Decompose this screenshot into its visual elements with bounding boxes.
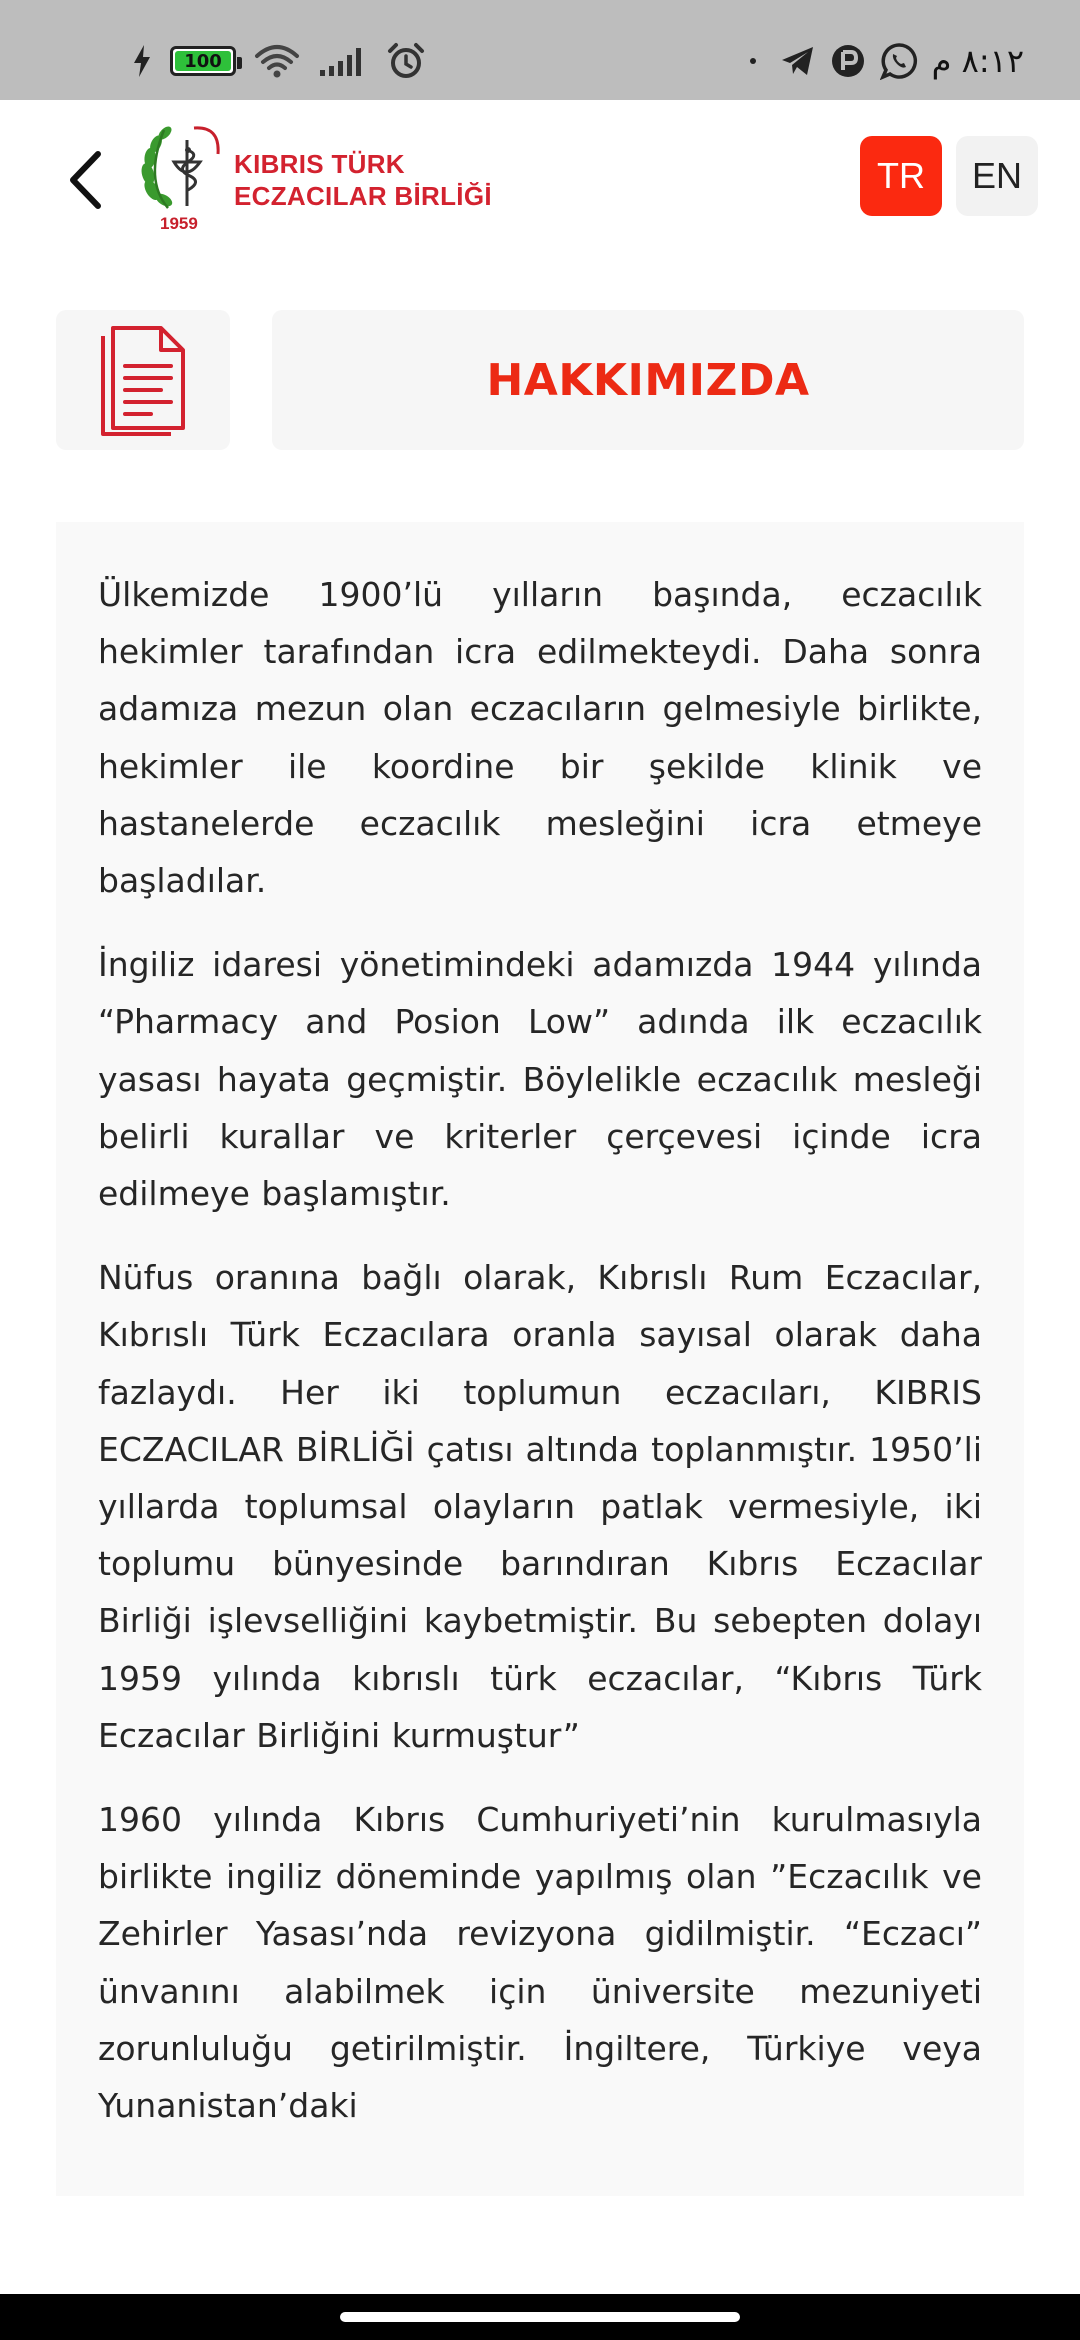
charging-icon bbox=[132, 44, 152, 78]
status-icons-right bbox=[750, 36, 1024, 86]
chevron-left-icon bbox=[65, 150, 105, 210]
back-button[interactable] bbox=[60, 146, 110, 214]
dot-icon bbox=[750, 58, 756, 64]
paragraph-1: Ülkemizde 1900’lü yılların başında, eczacılık hekimler tarafından icra edilmekteydi. Daha sonra adamıza mezun olan eczacıların gelmesiyle birlikte, hekimler ile koordine bir şekilde klinik ve hastanelerde eczacılık mesleğini icra etmeye başladılar. bbox=[98, 575, 982, 901]
home-indicator[interactable] bbox=[340, 2312, 740, 2322]
paragraph-4: 1960 yılında Kıbrıs Cumhuriyeti’nin kurulmasıyla birlikte ingiliz döneminde yapılmış olan ”Eczacılık ve Zehirler Yasası’nda revizyona gidilmiştir. “Eczacı” ünvanını alabilmek için üniversite mezuniyeti zorunluluğu getirilmiştir. İngiltere, Türkiye veya Yunanistan’daki bbox=[98, 1800, 982, 2126]
status-icons-left bbox=[132, 36, 426, 86]
document-icon bbox=[95, 322, 191, 438]
app-icon bbox=[830, 43, 866, 79]
logo-text bbox=[234, 148, 492, 212]
status-bar bbox=[0, 0, 1080, 100]
logo-year: 1959 bbox=[160, 214, 198, 233]
logo-emblem bbox=[138, 120, 230, 240]
status-time: ٨:١٢ م bbox=[931, 42, 1024, 80]
logo[interactable] bbox=[138, 120, 492, 240]
language-tr-button[interactable]: TR bbox=[860, 136, 942, 216]
logo-line-2: ECZACILAR BİRLİĞİ bbox=[234, 181, 492, 211]
about-content[interactable] bbox=[56, 522, 1024, 2196]
battery-icon bbox=[170, 46, 236, 76]
paragraph-2: İngiliz idaresi yönetimindeki adamızda 1944 yılında “Pharmacy and Posion Low” adında ilk eczacılık yasası hayata geçmiştir. Böylelikle eczacılık mesleği belirli kurallar ve kriterler çerçevesi içinde icra edilmeye başlamıştır. bbox=[98, 945, 982, 1214]
alarm-icon bbox=[386, 42, 426, 80]
page-icon-card bbox=[56, 310, 230, 450]
page-title-card bbox=[272, 310, 1024, 450]
language-en-button[interactable]: EN bbox=[956, 136, 1038, 216]
whatsapp-icon bbox=[880, 42, 918, 80]
wifi-icon bbox=[254, 44, 300, 78]
app-header bbox=[0, 100, 1080, 260]
logo-line-1: KIBRIS TÜRK bbox=[234, 149, 405, 179]
caduceus-icon bbox=[138, 120, 230, 220]
telegram-icon bbox=[780, 45, 816, 77]
page-title: HAKKIMIZDA bbox=[486, 354, 810, 406]
paragraph-3: Nüfus oranına bağlı olarak, Kıbrıslı Rum Eczacılar, Kıbrıslı Türk Eczacılara oranla sayısal olarak daha fazlaydı. Her iki toplumun eczacıları, KIBRIS ECZACILAR BİRLİĞİ çatısı altında toplanmıştır. 1950’li yıllarda toplumsal olayların patlak vermesiyle, iki toplumu bünyesinde barındıran Kıbrıs Eczacılar Birliği işlevselliğini kaybetmiştir. Bu sebepten dolayı 1959 yılında kıbrıslı türk eczacılar, “Kıbrıs Türk Eczacılar Birliğini kurmuştur” bbox=[98, 1258, 982, 1755]
system-navigation-bar bbox=[0, 2294, 1080, 2340]
signal-icon bbox=[318, 44, 368, 78]
battery-level: 100 bbox=[184, 50, 222, 72]
